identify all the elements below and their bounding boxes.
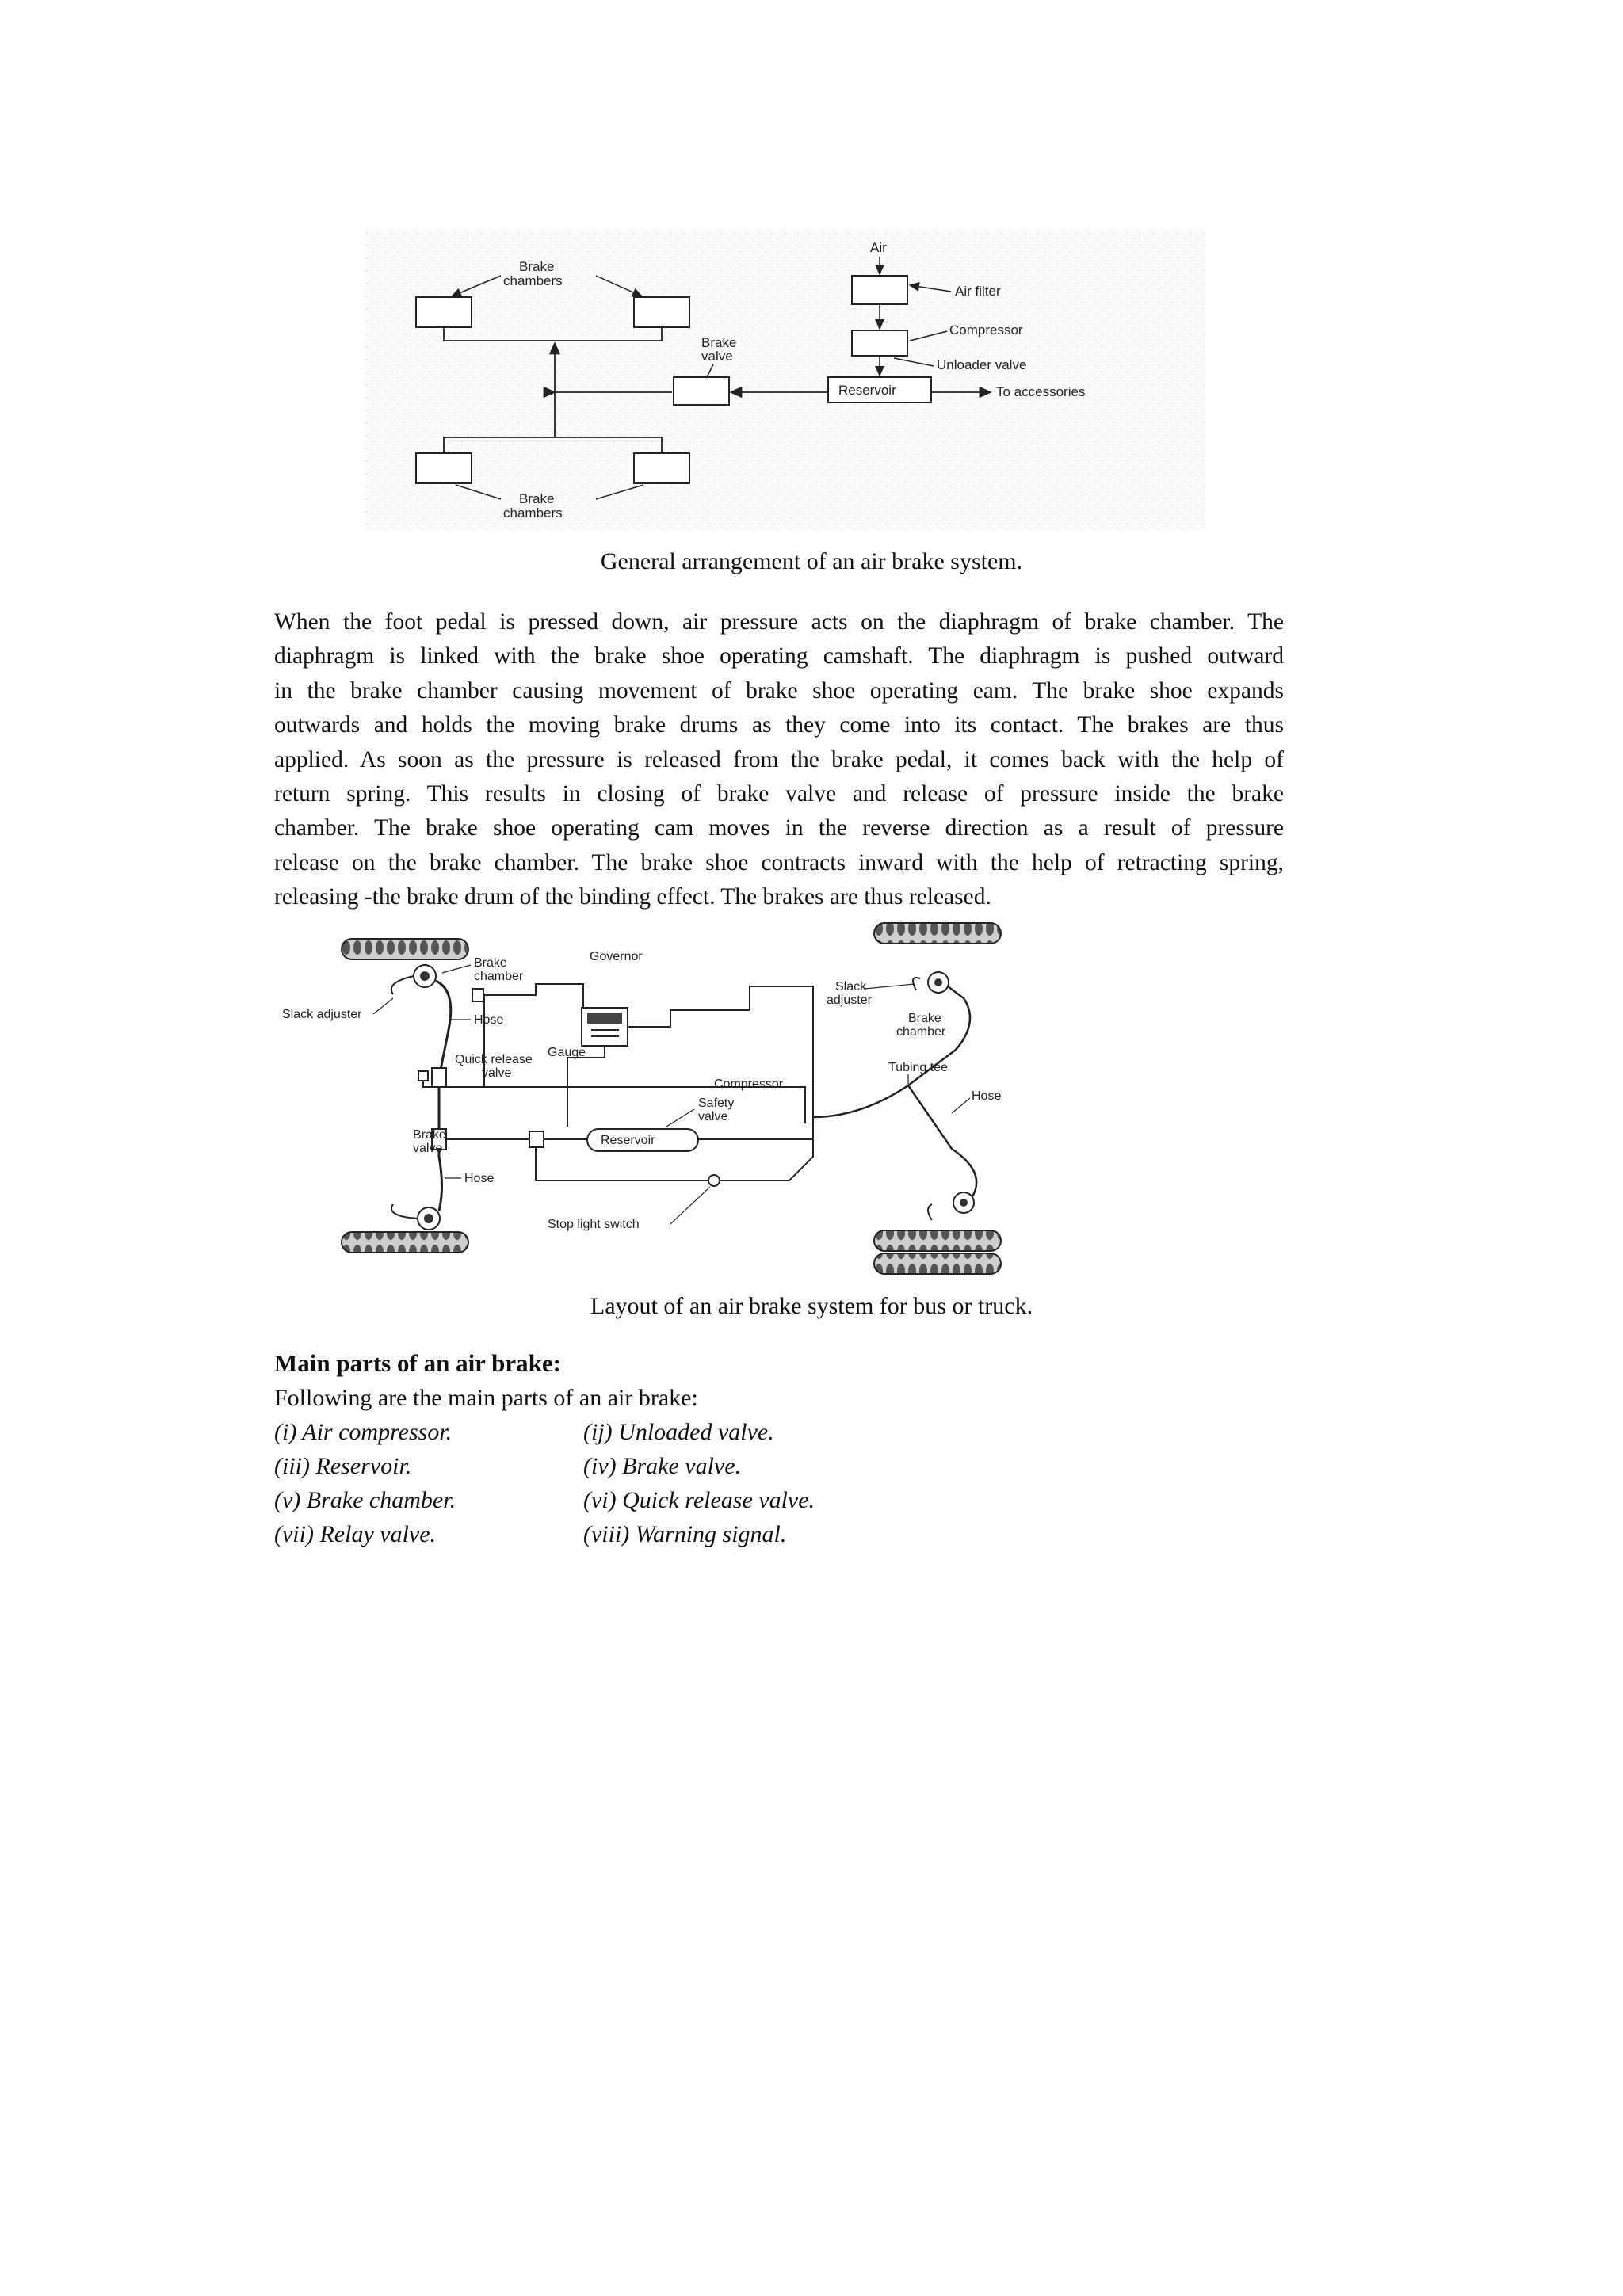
- label-brake-chambers-top-2: chambers: [503, 273, 563, 288]
- paragraph-line: When the foot pedal is pressed down, air pressure acts on the diaphragm of brake chamber. The: [274, 609, 1284, 635]
- label-governor: Governor: [590, 950, 643, 963]
- wheel-rear-right-dual: [874, 1253, 1001, 1274]
- label-brake-valve-1: Brake: [701, 335, 737, 350]
- brake-chamber-box-br: [634, 453, 689, 483]
- figure1-caption: General arrangement of an air brake system.: [600, 548, 1023, 574]
- label-slack-adjuster-right-2: adjuster: [827, 994, 872, 1007]
- label-reservoir: Reservoir: [838, 383, 896, 398]
- label-compressor: Compressor: [949, 322, 1023, 338]
- part-item: (ij) Unloaded valve.: [583, 1419, 774, 1445]
- figure2-caption: Layout of an air brake system for bus or truck.: [590, 1293, 1033, 1319]
- label-hose-right: Hose: [972, 1089, 1002, 1103]
- parts-row: [274, 1419, 987, 1453]
- label-brake-chamber-right-2: chamber: [896, 1025, 946, 1039]
- body-paragraph: [274, 605, 1284, 915]
- label-air-filter: Air filter: [955, 284, 1001, 299]
- layout-diagram-svg: [274, 919, 1067, 1283]
- part-item: (iii) Reservoir.: [274, 1453, 412, 1479]
- label-brake-chamber-left-1: Brake: [474, 956, 507, 970]
- label-gauge: Gauge: [548, 1046, 586, 1059]
- label-brake-chambers-bottom-2: chambers: [503, 505, 563, 521]
- section-intro: Following are the main parts of an air brake:: [274, 1385, 698, 1411]
- label-compressor-layout: Compressor: [714, 1077, 784, 1091]
- parts-row: [274, 1453, 987, 1487]
- paragraph-line: return spring. This results in closing of brake valve and release of pressure inside the brake: [274, 781, 1284, 807]
- label-quick-release-valve-1: Quick release: [455, 1053, 533, 1066]
- part-item: (viii) Warning signal.: [583, 1521, 787, 1547]
- paragraph-line: in the brake chamber causing movement of brake shoe operating eam. The brake shoe expands: [274, 677, 1284, 704]
- label-hose-left-top: Hose: [474, 1013, 504, 1027]
- label-slack-adjuster-left: Slack adjuster: [282, 1008, 362, 1021]
- block-diagram-svg: [365, 230, 1205, 531]
- label-hose-left-bottom: Hose: [464, 1172, 495, 1185]
- part-item: (iv) Brake valve.: [583, 1453, 742, 1479]
- wheel-front-left: [342, 939, 468, 959]
- parts-list: [274, 1419, 987, 1555]
- air-filter-box: [852, 276, 907, 304]
- label-air: Air: [870, 240, 887, 255]
- paragraph-line: release on the brake chamber. The brake shoe contracts inward with the help of retracting spring,: [274, 849, 1284, 875]
- label-to-accessories: To accessories: [996, 384, 1086, 399]
- label-brake-chamber-right-1: Brake: [908, 1012, 941, 1025]
- part-item: (vii) Relay valve.: [274, 1521, 437, 1547]
- label-brake-chambers-bottom-1: Brake: [519, 491, 555, 506]
- label-safety-valve-2: valve: [698, 1110, 728, 1123]
- figure-air-brake-block-diagram: [365, 230, 1205, 531]
- label-tubing-tee: Tubing tee: [888, 1061, 949, 1074]
- section-heading: Main parts of an air brake:: [274, 1349, 561, 1377]
- stop-light-switch-icon: [708, 1175, 720, 1186]
- paragraph-line: releasing -the brake drum of the binding effect. The brakes are thus released.: [274, 884, 991, 910]
- part-item: (i) Air compressor.: [274, 1419, 453, 1445]
- brake-chamber-box-tr: [634, 297, 689, 327]
- quick-release-valve-icon: [432, 1068, 446, 1087]
- label-brake-chamber-left-2: chamber: [474, 970, 524, 983]
- label-reservoir-layout: Reservoir: [601, 1134, 655, 1147]
- label-brake-valve-layout-2: valve: [413, 1142, 443, 1155]
- part-item: (v) Brake chamber.: [274, 1487, 456, 1513]
- label-safety-valve-1: Safety: [698, 1097, 735, 1110]
- compressor-box: [852, 330, 907, 356]
- brake-chamber-box-bl: [416, 453, 472, 483]
- wheel-rear-left: [342, 1232, 468, 1253]
- gauge-icon: [418, 1071, 428, 1081]
- paragraph-line: chamber. The brake shoe operating cam moves in the reverse direction as a result of pressure: [274, 815, 1284, 841]
- brake-chamber-box-tl: [416, 297, 472, 327]
- parts-row: [274, 1487, 987, 1521]
- label-unloader-valve: Unloader valve: [937, 357, 1027, 372]
- label-brake-valve-2: valve: [701, 349, 733, 364]
- parts-row: [274, 1521, 987, 1555]
- label-brake-chambers-top-1: Brake: [519, 259, 555, 274]
- governor-icon: [472, 989, 483, 1001]
- part-item: (vi) Quick release valve.: [583, 1487, 815, 1513]
- label-quick-release-valve-2: valve: [482, 1066, 512, 1080]
- figure-air-brake-layout: [274, 919, 1067, 1283]
- paragraph-line: outwards and holds the moving brake drums as they come into its contact. The brakes are thus: [274, 712, 1284, 738]
- paragraph-line: applied. As soon as the pressure is released from the brake pedal, it comes back with the help of: [274, 746, 1284, 772]
- paragraph-line: diaphragm is linked with the brake shoe operating camshaft. The diaphragm is pushed outward: [274, 643, 1284, 669]
- label-brake-valve-layout-1: Brake: [413, 1128, 446, 1142]
- wheel-rear-right: [874, 1230, 1001, 1251]
- brake-valve-box: [674, 377, 729, 405]
- label-slack-adjuster-right-1: Slack: [835, 980, 867, 994]
- wheel-front-right: [874, 923, 1001, 944]
- label-stop-light-switch: Stop light switch: [548, 1218, 640, 1231]
